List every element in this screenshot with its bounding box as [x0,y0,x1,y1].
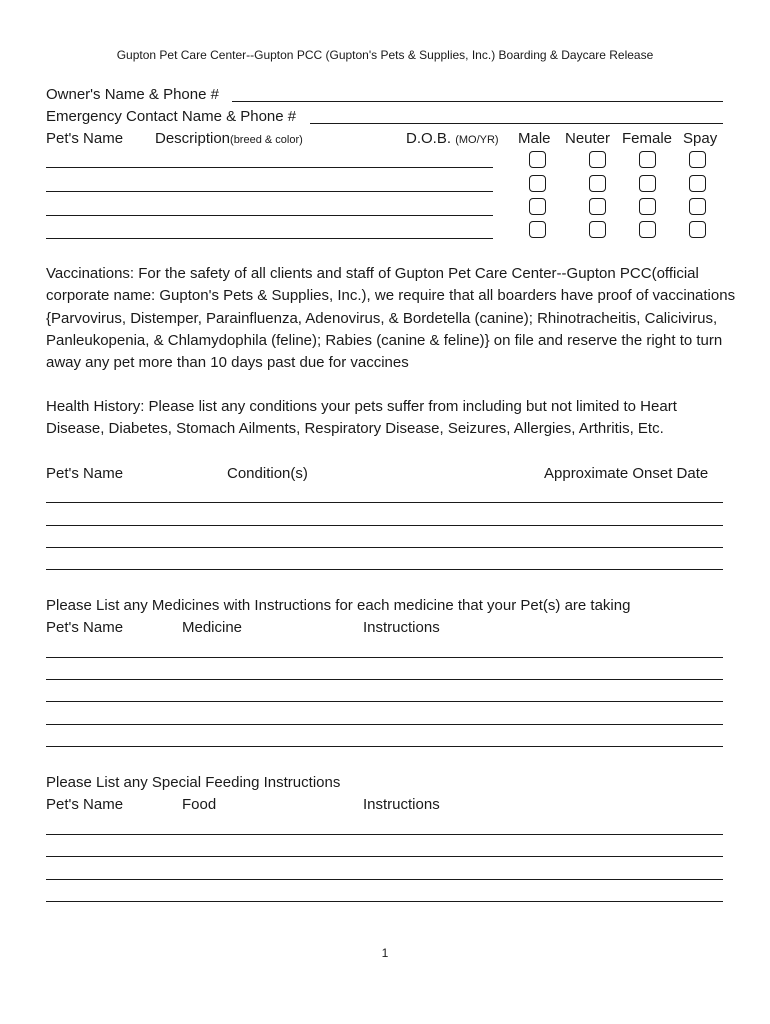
feeding-row-2-field[interactable] [46,856,723,857]
medicine-row-4-field[interactable] [46,724,723,725]
pet-row-2-male-checkbox[interactable] [529,175,546,192]
medicine-row-1-field[interactable] [46,657,723,658]
feeding-row-1-field[interactable] [46,834,723,835]
pets-col-description [155,129,303,150]
feeding-row-3-field[interactable] [46,879,723,880]
medicine-row-5-field[interactable] [46,746,723,747]
pet-row-1-field[interactable] [46,167,493,168]
medicines-col-medicine: Medicine [182,619,243,636]
pet-row-4-field[interactable] [46,238,493,239]
emergency-contact-label: Emergency Contact Name & Phone # [46,108,297,125]
pet-row-1-spay-checkbox[interactable] [689,151,706,168]
pet-row-4-male-checkbox[interactable] [529,221,546,238]
feeding-col-name: Pet's Name [46,796,124,813]
pet-row-1-neuter-checkbox[interactable] [589,151,606,168]
pet-row-3-neuter-checkbox[interactable] [589,198,606,215]
pets-col-dob-note: (MO/YR) [455,134,499,146]
vaccinations-paragraph: Vaccinations: For the safety of all clients and staff of Gupton Pet Care Center--Gupton PCC(official corporate name: Gupton's Pets & Supplies, Inc.), we require that all boarders have proof of vaccinations {Parvovirus, Distemper, Parainfluenza, Adenovirus, & Bordetella (canine); Rhinotracheitis, Calicivirus, Panleukopenia, & Chlamydophila (feline); Rabies (canine & feline)} on file and reserve the right to turn away any pet more than 10 days past due for vaccines [46,265,736,372]
medicines-col-name: Pet's Name [46,619,124,636]
pet-row-3-female-checkbox[interactable] [639,198,656,215]
health-row-3-field[interactable] [46,547,723,548]
feeding-col-instructions: Instructions [363,796,440,813]
pet-row-4-female-checkbox[interactable] [639,221,656,238]
owner-name-label: Owner's Name & Phone # [46,86,219,103]
pets-col-male: Male [518,130,551,147]
pet-row-2-spay-checkbox[interactable] [689,175,706,192]
pet-row-4-neuter-checkbox[interactable] [589,221,606,238]
pet-row-3-field[interactable] [46,215,493,216]
pet-row-1-male-checkbox[interactable] [529,151,546,168]
pets-col-dob-label: D.O.B. [406,130,452,147]
pets-col-name: Pet's Name [46,130,124,147]
pet-row-2-field[interactable] [46,191,493,192]
health-col-condition: Condition(s) [227,465,308,482]
page-number: 1 [381,946,389,960]
medicines-col-instructions: Instructions [363,619,440,636]
pets-col-spay: Spay [683,130,718,147]
health-row-1-field[interactable] [46,502,723,503]
pet-row-1-female-checkbox[interactable] [639,151,656,168]
pet-row-2-neuter-checkbox[interactable] [589,175,606,192]
pets-col-description-note: (breed & color) [230,134,303,146]
pet-row-4-spay-checkbox[interactable] [689,221,706,238]
pet-row-3-spay-checkbox[interactable] [689,198,706,215]
medicine-row-3-field[interactable] [46,701,723,702]
health-row-4-field[interactable] [46,569,723,570]
document-title: Gupton Pet Care Center--Gupton PCC (Gupton's Pets & Supplies, Inc.) Boarding & Daycare Release [116,48,654,62]
pets-col-description-label: Description [155,130,231,147]
feeding-heading: Please List any Special Feeding Instructions [46,774,341,791]
emergency-contact-field[interactable] [310,123,723,124]
health-row-2-field[interactable] [46,525,723,526]
health-col-onset: Approximate Onset Date [544,465,709,482]
feeding-row-4-field[interactable] [46,901,723,902]
pets-col-dob [406,129,499,150]
medicines-heading: Please List any Medicines with Instructions for each medicine that your Pet(s) are taking [46,597,631,614]
pets-col-neuter: Neuter [565,130,611,147]
health-history-paragraph: Health History: Please list any conditions your pets suffer from including but not limited to Heart Disease, Diabetes, Stomach Ailments, Respiratory Disease, Seizures, Allergies, Arthritis, Etc. [46,398,677,438]
owner-name-field[interactable] [232,101,723,102]
medicine-row-2-field[interactable] [46,679,723,680]
pet-row-3-male-checkbox[interactable] [529,198,546,215]
pets-col-female: Female [622,130,673,147]
pet-row-2-female-checkbox[interactable] [639,175,656,192]
health-col-name: Pet's Name [46,465,124,482]
feeding-col-food: Food [182,796,217,813]
